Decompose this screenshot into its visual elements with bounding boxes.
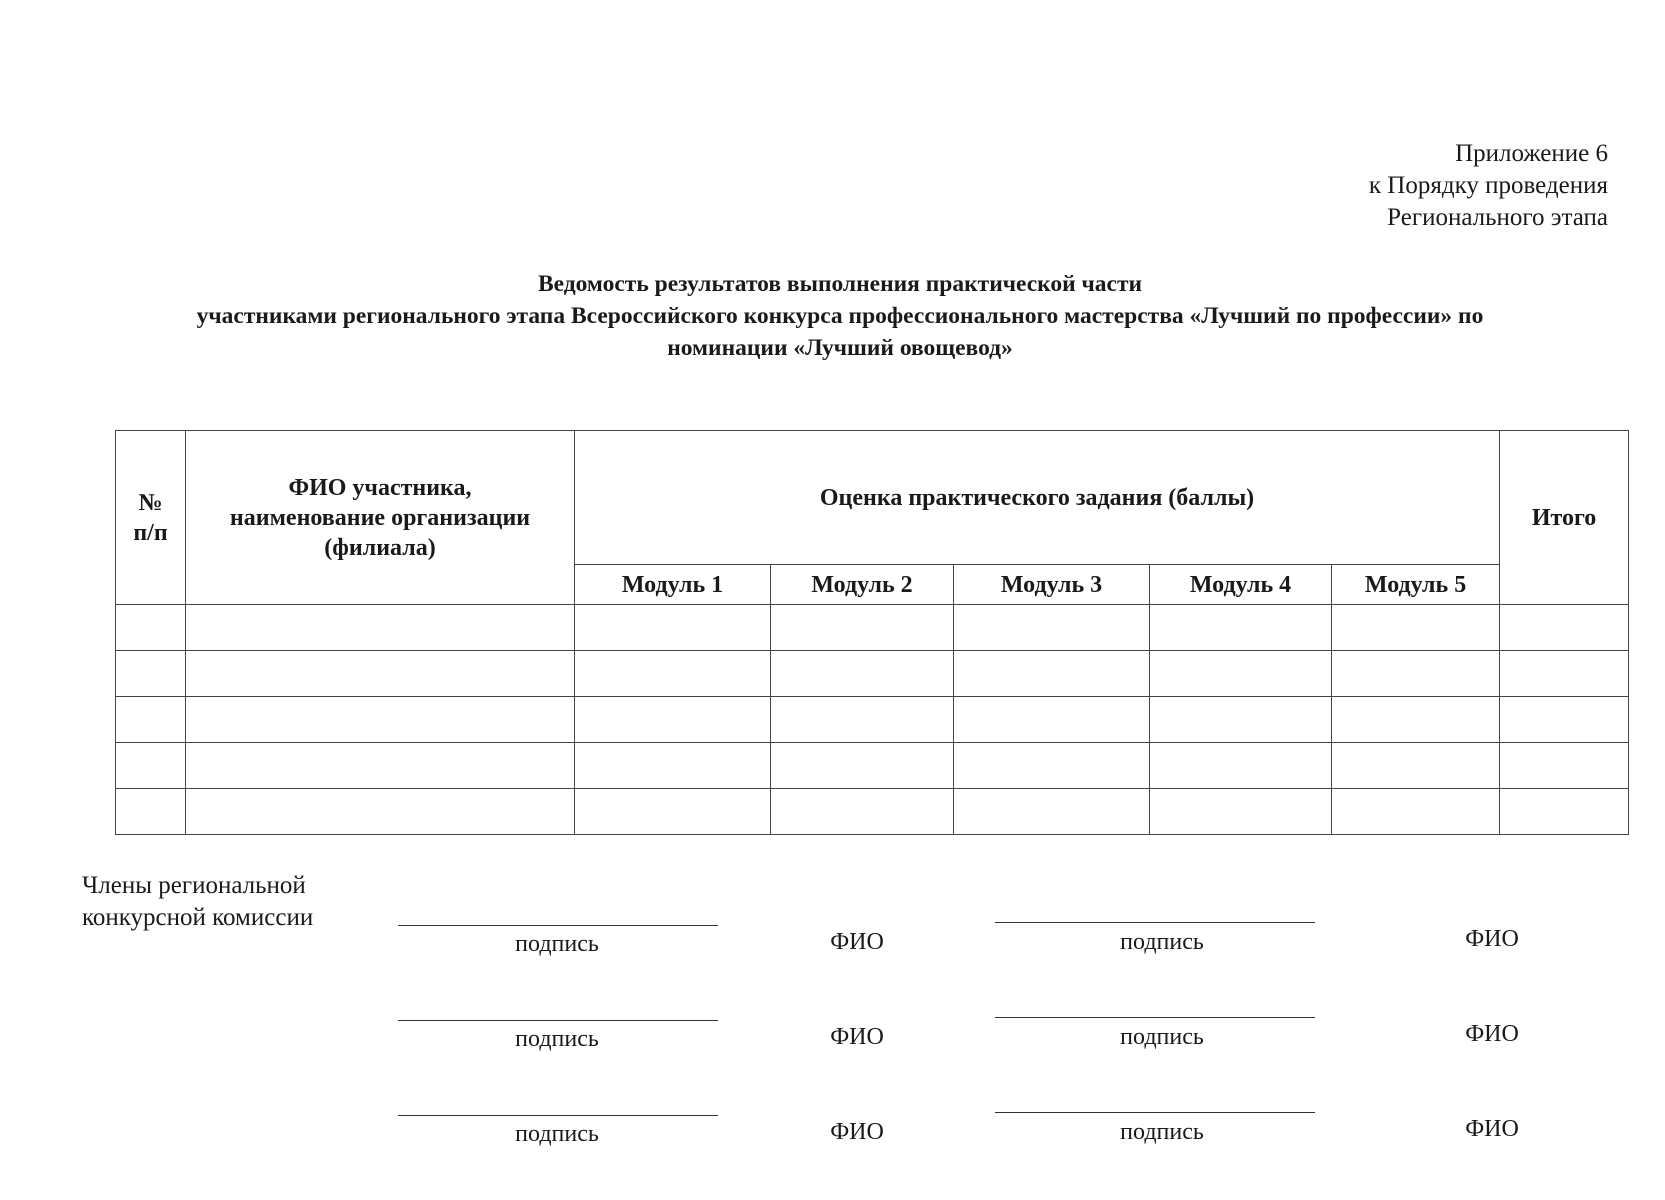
table-cell[interactable] (1332, 605, 1500, 651)
table-cell[interactable] (1500, 605, 1629, 651)
header-module-1: Модуль 1 (575, 565, 771, 605)
table-cell[interactable] (954, 605, 1150, 651)
table-cell[interactable] (1332, 651, 1500, 697)
table-cell[interactable] (954, 743, 1150, 789)
name-label: ФИО (830, 1119, 884, 1145)
table-cell[interactable] (1332, 743, 1500, 789)
header-score-group: Оценка практического задания (баллы) (575, 431, 1500, 565)
table-row (116, 605, 1629, 651)
signature-line[interactable] (995, 1112, 1315, 1113)
title-line-2: участниками регионального этапа Всероссийского конкурса профессионального мастерства «Лучший по профессии» по (196, 303, 1484, 329)
table-cell[interactable] (186, 605, 575, 651)
table-cell[interactable] (1500, 651, 1629, 697)
header-module-5: Модуль 5 (1332, 565, 1500, 605)
signature-label: подпись (515, 931, 599, 957)
signature-label: подпись (1120, 929, 1204, 955)
table-cell[interactable] (186, 743, 575, 789)
table-cell[interactable] (575, 789, 771, 835)
table-cell[interactable] (1150, 789, 1332, 835)
table-cell[interactable] (1332, 789, 1500, 835)
title-line-3: номинации «Лучший овощевод» (667, 335, 1013, 361)
signature-label: подпись (515, 1026, 599, 1052)
header-total: Итого (1500, 431, 1629, 605)
signature-label: подпись (1120, 1024, 1204, 1050)
name-label: ФИО (1465, 926, 1519, 952)
commission-line-2: конкурсной комиссии (82, 904, 314, 931)
table-cell[interactable] (116, 605, 186, 651)
table-cell[interactable] (954, 789, 1150, 835)
table-row (116, 651, 1629, 697)
table-cell[interactable] (1150, 697, 1332, 743)
table-cell[interactable] (116, 651, 186, 697)
table-cell[interactable] (186, 651, 575, 697)
table-cell[interactable] (116, 697, 186, 743)
table-cell[interactable] (771, 697, 954, 743)
signature-line[interactable] (995, 1017, 1315, 1018)
table-cell[interactable] (954, 697, 1150, 743)
results-table (115, 430, 1629, 835)
table-cell[interactable] (1500, 697, 1629, 743)
commission-line-1: Члены региональной (82, 872, 306, 899)
table-cell[interactable] (575, 743, 771, 789)
signature-line[interactable] (398, 925, 718, 926)
name-label: ФИО (830, 929, 884, 955)
table-body (116, 605, 1629, 835)
table-cell[interactable] (954, 651, 1150, 697)
signature-line[interactable] (995, 922, 1315, 923)
table-cell[interactable] (1150, 605, 1332, 651)
table-cell[interactable] (186, 789, 575, 835)
table-cell[interactable] (186, 697, 575, 743)
table-cell[interactable] (116, 789, 186, 835)
name-label: ФИО (1465, 1116, 1519, 1142)
table-cell[interactable] (771, 789, 954, 835)
table-cell[interactable] (771, 651, 954, 697)
table-cell[interactable] (575, 651, 771, 697)
table-row (116, 743, 1629, 789)
appendix-note (1369, 138, 1608, 234)
commission-label (82, 870, 313, 934)
table-cell[interactable] (575, 605, 771, 651)
table-row (116, 789, 1629, 835)
header-module-4: Модуль 4 (1150, 565, 1332, 605)
title-line-1: Ведомость результатов выполнения практической части (537, 271, 1143, 297)
header-module-3: Модуль 3 (954, 565, 1150, 605)
header-participant-name: ФИО участника, наименование организации (филиала) (186, 431, 575, 605)
table-row (116, 697, 1629, 743)
table-cell[interactable] (1150, 651, 1332, 697)
signature-label: подпись (515, 1121, 599, 1147)
table-cell[interactable] (771, 605, 954, 651)
table-cell[interactable] (771, 743, 954, 789)
table-cell[interactable] (1500, 789, 1629, 835)
appendix-line-3: Регионального этапа (1387, 204, 1608, 231)
table-cell[interactable] (575, 697, 771, 743)
table-cell[interactable] (1150, 743, 1332, 789)
name-label: ФИО (830, 1024, 884, 1050)
header-module-2: Модуль 2 (771, 565, 954, 605)
signature-line[interactable] (398, 1115, 718, 1116)
table-cell[interactable] (116, 743, 186, 789)
header-number: № п/п (116, 431, 186, 605)
table-cell[interactable] (1332, 697, 1500, 743)
signature-label: подпись (1120, 1119, 1204, 1145)
table-cell[interactable] (1500, 743, 1629, 789)
appendix-line-1: Приложение 6 (1455, 140, 1608, 167)
appendix-line-2: к Порядку проведения (1368, 172, 1608, 199)
signature-line[interactable] (398, 1020, 718, 1021)
name-label: ФИО (1465, 1021, 1519, 1047)
document-title (60, 268, 1620, 364)
